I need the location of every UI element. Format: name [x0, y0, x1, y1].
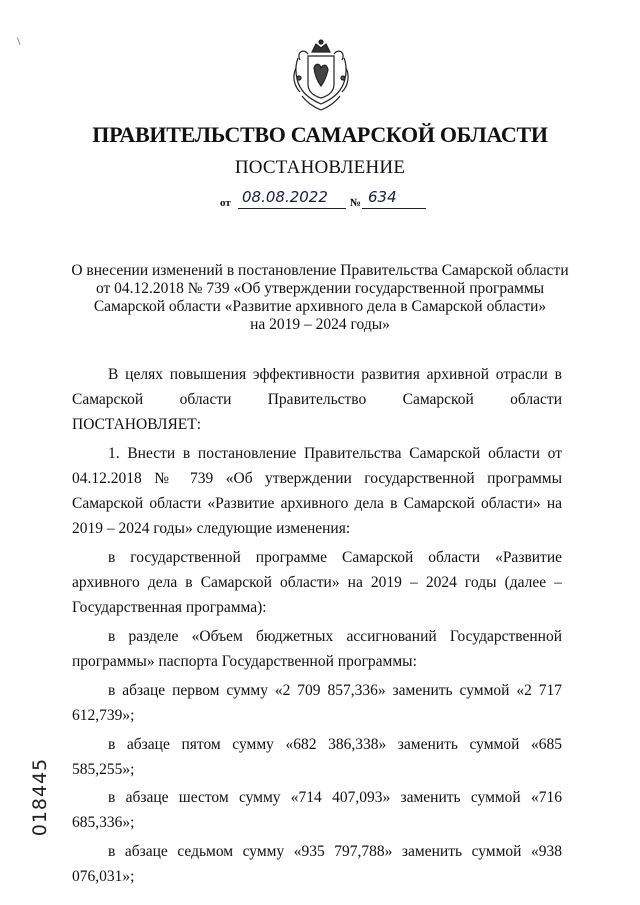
number-label: № — [350, 197, 362, 209]
body-paragraph: в государственной программе Самарской области «Развитие архивного дела в Самарской области» на 2019 – 2024 годы (далее – Государственная программа): — [72, 549, 562, 616]
number-value: 634 — [368, 188, 397, 206]
date-value: 08.08.2022 — [242, 188, 328, 206]
date-label: от — [220, 197, 231, 209]
body-paragraph: В целях повышения эффективности развития архивной отрасли в Самарской области Правительство Самарской области ПОСТАНОВЛЯЕТ: — [72, 366, 562, 433]
body-paragraph: в абзаце седьмом сумму «935 797,788» заменить суммой «938 076,031»; — [72, 843, 562, 885]
side-registration-number — [30, 752, 50, 842]
organization-title: ПРАВИТЕЛЬСТВО САМАРСКОЙ ОБЛАСТИ — [92, 122, 548, 147]
date-number-line — [220, 190, 440, 214]
coat-of-arms-emblem — [290, 38, 352, 112]
subject-line: от 04.12.2018 № 739 «Об утверждении государственной программы — [95, 280, 545, 297]
document-type: ПОСТАНОВЛЕНИЕ — [234, 157, 406, 178]
body-paragraph: в абзаце пятом сумму «682 386,338» заменить суммой «685 585,255»; — [72, 736, 562, 778]
body-paragraph: в разделе «Объем бюджетных ассигнований Государственной программы» паспорта Государственной программы: — [72, 628, 562, 670]
body-paragraph: в абзаце шестом сумму «714 407,093» заменить суммой «716 685,336»; — [72, 789, 562, 831]
body-paragraph: в абзаце первом сумму «2 709 857,336» заменить суммой «2 717 612,739»; — [72, 682, 562, 724]
margin-mark: \ — [17, 34, 21, 48]
document-subject — [60, 262, 580, 334]
body-paragraph: 1. Внести в постановление Правительства Самарской области от 04.12.2018 № 739 «Об утверждении государственной программы Самарской области «Развитие архивного дела в Самарской области» на 2019 – 2024 годы» следующие изменения: — [72, 445, 562, 537]
date-underline — [238, 208, 346, 209]
document-body — [72, 362, 562, 893]
subject-line: на 2019 – 2024 годы» — [250, 316, 390, 333]
subject-line: О внесении изменений в постановление Правительства Самарской области — [71, 262, 569, 279]
side-registration-number-text: 018445 — [29, 757, 51, 837]
number-underline — [362, 208, 426, 209]
subject-line: Самарской области «Развитие архивного дела в Самарской области» — [93, 298, 547, 315]
